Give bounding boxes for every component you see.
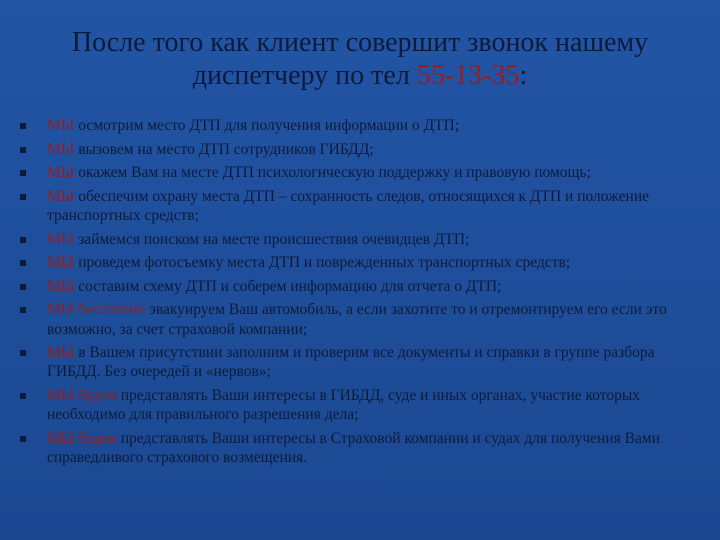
list-item [20, 253, 700, 272]
item-highlight: МЫ [47, 140, 75, 158]
item-highlight: МЫ [47, 187, 75, 205]
list-item [20, 386, 700, 424]
item-text: осмотрим место ДТП для получения информации о ДТП; [74, 117, 460, 134]
item-highlight: МЫ бесплатно [47, 301, 146, 319]
square-bullet-icon [20, 170, 26, 176]
item-text: представлять Ваши интересы в Страховой компании и судах для получения Вами справедливого страхового возмещения. [47, 429, 660, 466]
service-list [20, 116, 700, 472]
title-line-2-prefix: диспетчеру по тел [192, 60, 417, 91]
item-highlight: МЫ [47, 344, 75, 362]
list-item [20, 343, 700, 381]
title-line-1: После того как клиент совершит звонок нашему [71, 27, 649, 58]
item-text: вызовем на место ДТП сотрудников ГИБДД; [74, 140, 374, 158]
square-bullet-icon [20, 350, 26, 356]
square-bullet-icon [20, 393, 26, 399]
item-text: эвакуируем Ваш автомобиль, а если захотите то и отремонтируем его если это возможно, за счет страховой компании; [47, 301, 667, 338]
item-highlight: МЫ [47, 277, 75, 295]
item-text: представлять Ваши интересы в ГИБДД, суде и иных органах, участие которых необходимо для правильного разрешения дела; [47, 386, 640, 424]
slide-title [40, 26, 680, 92]
square-bullet-icon [20, 260, 26, 266]
square-bullet-icon [20, 307, 26, 313]
list-item [20, 163, 700, 182]
item-highlight: МЫ будем [47, 386, 117, 404]
square-bullet-icon [20, 123, 26, 129]
item-text: в Вашем присутствии заполним и проверим все документы и справки в группе разбора ГИБДД. Без очередей и «нервов»; [47, 344, 655, 381]
item-highlight: МЫ будем [47, 429, 117, 447]
item-text: обеспечим охрану места ДТП – сохранность следов, относящихся к ДТП и положение транспортных средств; [47, 187, 649, 224]
item-highlight: МЫ [47, 117, 75, 134]
square-bullet-icon [20, 436, 26, 442]
list-item [20, 116, 700, 135]
list-item [20, 187, 700, 225]
item-highlight: МЫ [47, 230, 75, 248]
list-item [20, 277, 700, 296]
item-highlight: МЫ [47, 164, 75, 182]
item-text: составим схему ДТП и соберем информацию для отчета о ДТП; [74, 277, 502, 295]
list-item [20, 140, 700, 159]
phone-number: 55-13-35 [416, 60, 520, 91]
square-bullet-icon [20, 284, 26, 290]
square-bullet-icon [20, 194, 26, 200]
item-highlight: МЫ [47, 254, 75, 272]
item-text: займемся поиском на месте происшествия очевидцев ДТП; [74, 230, 470, 248]
list-item [20, 300, 700, 338]
list-item [20, 230, 700, 249]
list-item [20, 429, 700, 467]
square-bullet-icon [20, 237, 26, 243]
title-line-2-suffix: : [519, 60, 528, 91]
item-text: окажем Вам на месте ДТП психологическую поддержку и правовую помощь; [74, 164, 591, 182]
item-text: проведем фотосъемку места ДТП и поврежденных транспортных средств; [74, 254, 571, 272]
square-bullet-icon [20, 147, 26, 153]
